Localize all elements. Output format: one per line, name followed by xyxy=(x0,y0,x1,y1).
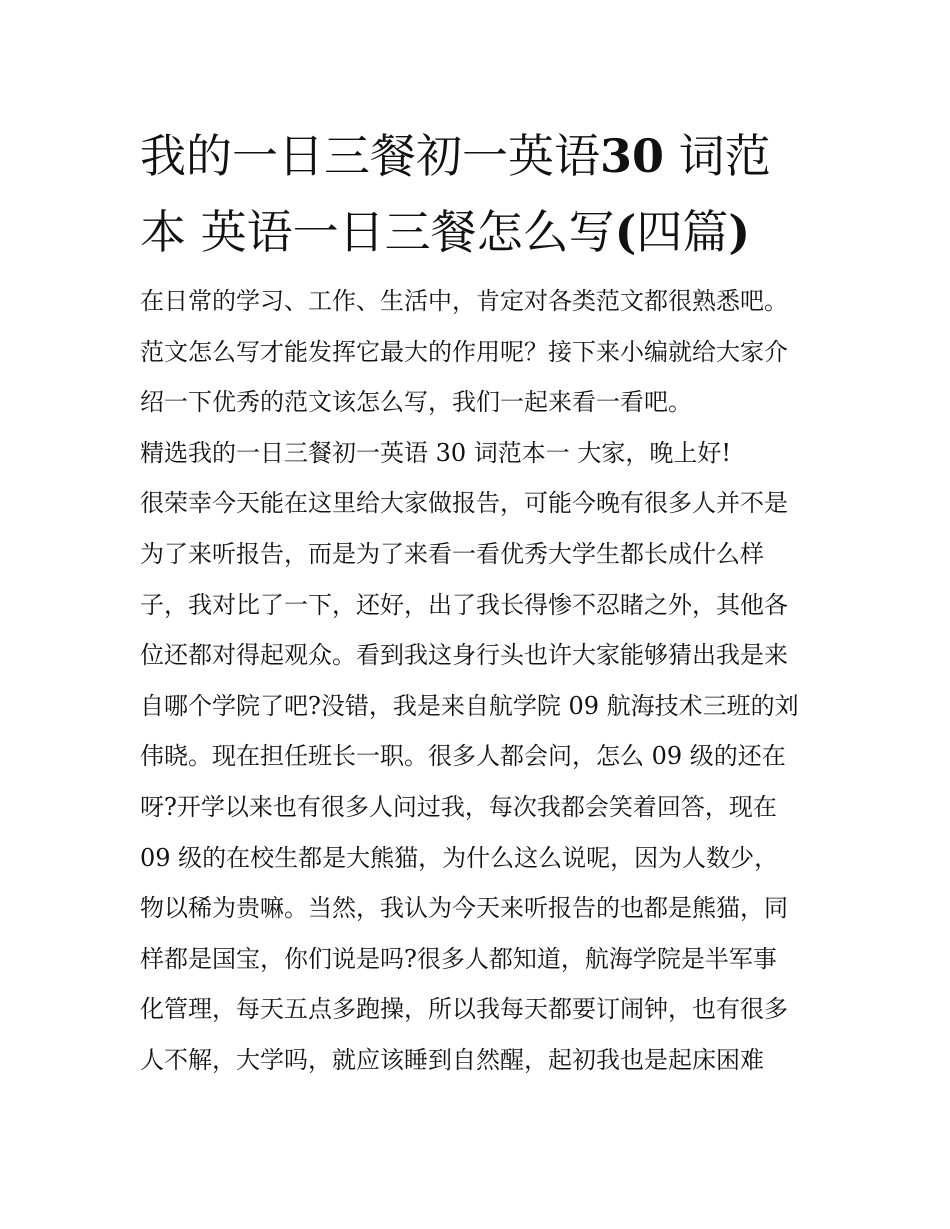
body-line: 范文怎么写才能发挥它最大的作用呢？接下来小编就给大家介 xyxy=(140,337,788,366)
title-paren: ) xyxy=(728,205,751,259)
body-line: 自哪个学院了吧?没错，我是来自航学院 09 航海技术三班的刘 xyxy=(140,691,799,720)
body-line: 在日常的学习、工作、生活中，肯定对各类范文都很熟悉吧。 xyxy=(140,287,788,315)
body-line: 精选我的一日三餐初一英语 30 词范本一 大家，晚上好! xyxy=(140,438,732,467)
title-text: 我的一日三餐初一英语 xyxy=(140,129,600,183)
title-text: 词范 xyxy=(678,129,771,183)
title-text: 四篇 xyxy=(636,205,729,259)
body-line: 很荣幸今天能在这里给大家做报告，可能今晚有很多人并不是 xyxy=(140,489,788,518)
body-line: 09 级的在校生都是大熊猫，为什么这么说呢，因为人数少， xyxy=(140,843,779,872)
title-number: 30 xyxy=(600,129,665,183)
body-line: 样都是国宝，你们说是吗?很多人都知道，航海学院是半军事 xyxy=(140,944,777,973)
document-title xyxy=(140,118,820,270)
body-line: 为了来听报告，而是为了来看一看优秀大学生都长成什么样 xyxy=(140,539,764,568)
body-line: 化管理，每天五点多跑操，所以我每天都要订闹钟，也有很多 xyxy=(140,995,788,1024)
body-line: 绍一下优秀的范文该怎么写，我们一起来看一看吧。 xyxy=(140,388,692,417)
title-paren: ( xyxy=(614,205,637,259)
body-line: 位还都对得起观众。看到我这身行头也许大家能够猜出我是来 xyxy=(140,641,788,670)
title-line-2 xyxy=(140,194,820,270)
body-line: 伟晓。现在担任班长一职。很多人都会问，怎么 09 级的还在 xyxy=(140,742,786,771)
document-body xyxy=(140,276,820,1086)
body-line: 呀?开学以来也有很多人问过我，每次我都会笑着回答，现在 xyxy=(140,792,777,821)
title-text: 本 英语一日三餐怎么写 xyxy=(140,205,615,259)
body-line: 人不解，大学吗，就应该睡到自然醒，起初我也是起床困难 xyxy=(140,1045,764,1074)
body-line: 物以稀为贵嘛。当然，我认为今天来听报告的也都是熊猫，同 xyxy=(140,894,788,923)
title-line-1 xyxy=(140,118,820,194)
body-line: 子，我对比了一下，还好，出了我长得惨不忍睹之外，其他各 xyxy=(140,590,788,619)
